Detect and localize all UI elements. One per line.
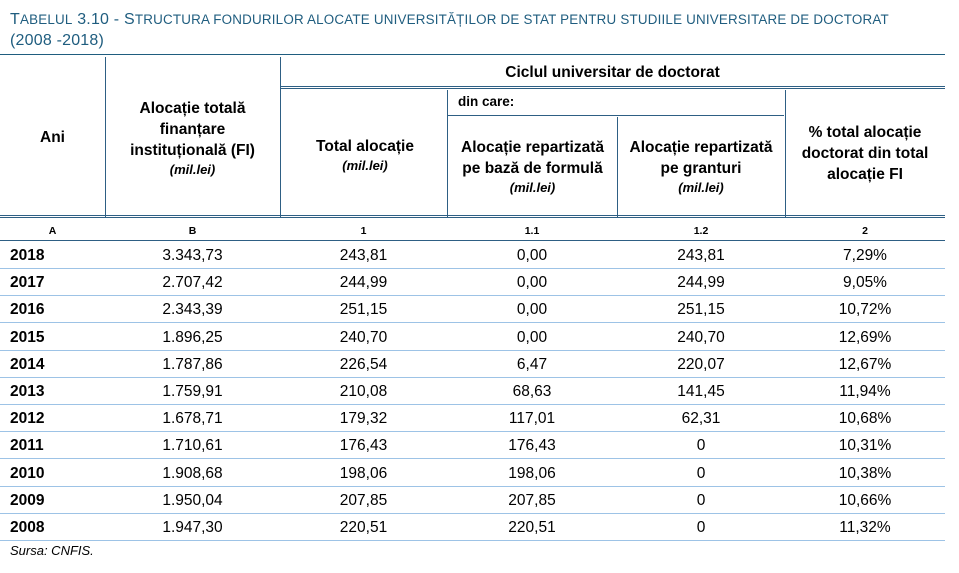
cell-percent: 7,29% [843, 247, 887, 264]
table-caption [10, 9, 955, 51]
header-fi-title: Alocație totală finanțare instituțională (FI) [130, 99, 255, 159]
cell-year: 2018 [10, 247, 45, 264]
cell-fi: 2.707,42 [162, 274, 223, 292]
caption-prefix-initial: T [10, 11, 20, 28]
cell-granturi: 240,70 [677, 328, 725, 346]
cell-total: 210,08 [339, 383, 388, 400]
cell-granturi: 0 [696, 519, 706, 536]
table-row [0, 487, 945, 514]
header-divider [617, 117, 618, 217]
cell-fi: 1.678,71 [162, 410, 223, 428]
header-divider [105, 57, 106, 217]
cell-formula: 6,47 [516, 355, 548, 373]
cell-formula: 117,01 [508, 410, 556, 428]
cell-total: 176,43 [339, 437, 388, 455]
table-row [0, 378, 945, 405]
table-row [0, 351, 945, 378]
cell-total: 220,51 [339, 519, 388, 536]
cell-fi: 1.947,30 [162, 519, 223, 536]
cell-granturi: 0 [696, 437, 706, 455]
index-1-2: 1.2 [693, 225, 709, 237]
cell-year: 2008 [10, 519, 45, 536]
cell-year: 2015 [10, 328, 45, 346]
cell-percent: 12,67% [838, 355, 892, 373]
cell-year: 2014 [10, 355, 45, 373]
cell-total: 226,54 [339, 355, 388, 373]
index-row-rule [0, 240, 945, 241]
din-care-rule [447, 115, 784, 116]
cell-fi: 3.343,73 [162, 247, 223, 264]
table-row [0, 460, 945, 487]
table-row [0, 405, 945, 432]
header-total-title: Total alocație [316, 137, 414, 155]
cell-granturi: 62,31 [681, 410, 721, 428]
cell-year: 2012 [10, 410, 45, 428]
table-row [0, 269, 945, 296]
cell-granturi: 251,15 [677, 301, 725, 319]
cell-total: 207,85 [339, 491, 388, 509]
caption-years: (2008 -2018) [10, 32, 105, 49]
cell-formula: 198,06 [508, 464, 556, 482]
cell-year: 2010 [10, 464, 45, 482]
cell-fi: 2.343,39 [162, 301, 223, 319]
cell-fi: 1.710,61 [162, 437, 223, 455]
cell-fi: 1.908,68 [162, 464, 223, 482]
index-a: A [48, 225, 57, 237]
group-header-doctorat [280, 59, 945, 85]
cell-year: 2016 [10, 301, 45, 319]
header-formula-unit: (mil.lei) [509, 180, 556, 195]
header-fi-unit: (mil.lei) [169, 161, 216, 177]
cell-fi: 1.950,04 [162, 491, 223, 509]
cell-total: 179,32 [339, 410, 388, 428]
cell-percent: 9,05% [843, 274, 887, 292]
caption-rule [0, 54, 945, 55]
cell-granturi: 244,99 [677, 274, 725, 292]
table-row [0, 324, 945, 351]
cell-granturi: 141,45 [677, 383, 725, 400]
cell-percent: 10,72% [838, 301, 892, 319]
cell-year: 2013 [10, 383, 45, 400]
cell-percent: 10,68% [838, 410, 892, 428]
caption-prefix-rest: ABELUL [19, 12, 73, 27]
cell-formula: 207,85 [508, 491, 556, 509]
cell-total: 240,70 [339, 328, 388, 346]
cell-year: 2011 [10, 437, 44, 455]
row-divider [0, 540, 945, 541]
cell-granturi: 0 [696, 464, 706, 482]
header-fi [115, 92, 270, 184]
header-divider [447, 90, 448, 217]
cell-total: 251,15 [339, 301, 388, 319]
cell-fi: 1.759,91 [162, 383, 223, 400]
header-formula [455, 122, 610, 212]
header-granturi-unit: (mil.lei) [678, 180, 724, 195]
cell-formula: 220,51 [508, 519, 556, 536]
index-1-1: 1.1 [524, 225, 540, 237]
caption-title-initial: S [123, 11, 135, 28]
header-granturi-title: Alocație repartizată pe granturi [629, 139, 773, 177]
cell-granturi: 220,07 [677, 355, 725, 373]
cell-total: 198,06 [339, 464, 388, 482]
table-row [0, 296, 945, 323]
index-b: B [188, 225, 197, 237]
cell-total: 243,81 [339, 247, 388, 264]
header-divider [785, 90, 786, 217]
cell-percent: 11,94% [839, 383, 891, 400]
cell-year: 2009 [10, 491, 45, 509]
cell-formula: 176,43 [508, 437, 556, 455]
cell-granturi: 0 [696, 491, 706, 509]
table-row [0, 432, 945, 459]
table-row [0, 514, 945, 541]
cell-formula: 0,00 [516, 247, 548, 264]
group-header-text: Ciclul universitar de doctorat [505, 63, 720, 81]
cell-fi: 1.787,86 [162, 355, 223, 373]
source-note: Sursa: CNFIS. [10, 543, 94, 558]
header-total [285, 125, 445, 185]
cell-percent: 12,69% [838, 328, 892, 346]
group-header-rule [280, 86, 945, 89]
cell-formula: 0,00 [516, 328, 548, 346]
header-total-unit: (mil.lei) [342, 157, 388, 173]
header-granturi [627, 122, 775, 212]
cell-total: 244,99 [339, 274, 388, 292]
din-care-label: din care: [458, 94, 515, 109]
index-2: 2 [862, 225, 868, 237]
caption-title-rest: TRUCTURA FONDURILOR ALOCATE UNIVERSITĂȚILOR DE STAT PENTRU STUDIILE UNIVERSITARE DE DOCTORAT [134, 12, 889, 27]
cell-formula: 68,63 [512, 383, 552, 400]
cell-year: 2017 [10, 274, 45, 292]
cell-percent: 10,31% [838, 437, 892, 455]
cell-percent: 10,66% [838, 491, 892, 509]
cell-fi: 1.896,25 [162, 328, 223, 346]
cell-formula: 0,00 [516, 301, 548, 319]
cell-percent: 10,38% [838, 464, 892, 482]
header-bottom-rule [0, 215, 945, 218]
cell-percent: 11,32% [839, 519, 891, 536]
header-percent [790, 118, 940, 188]
header-formula-title: Alocație repartizată pe bază de formulă [461, 139, 604, 177]
header-ani-text: Ani [40, 129, 65, 146]
caption-number: 3.10 - [77, 11, 120, 28]
cell-granturi: 243,81 [677, 247, 725, 264]
header-ani [0, 90, 105, 185]
index-1: 1 [360, 225, 367, 237]
cell-formula: 0,00 [516, 274, 548, 292]
header-percent-title: % total alocație doctorat din total alocație FI [801, 123, 929, 183]
table-row [0, 242, 945, 269]
